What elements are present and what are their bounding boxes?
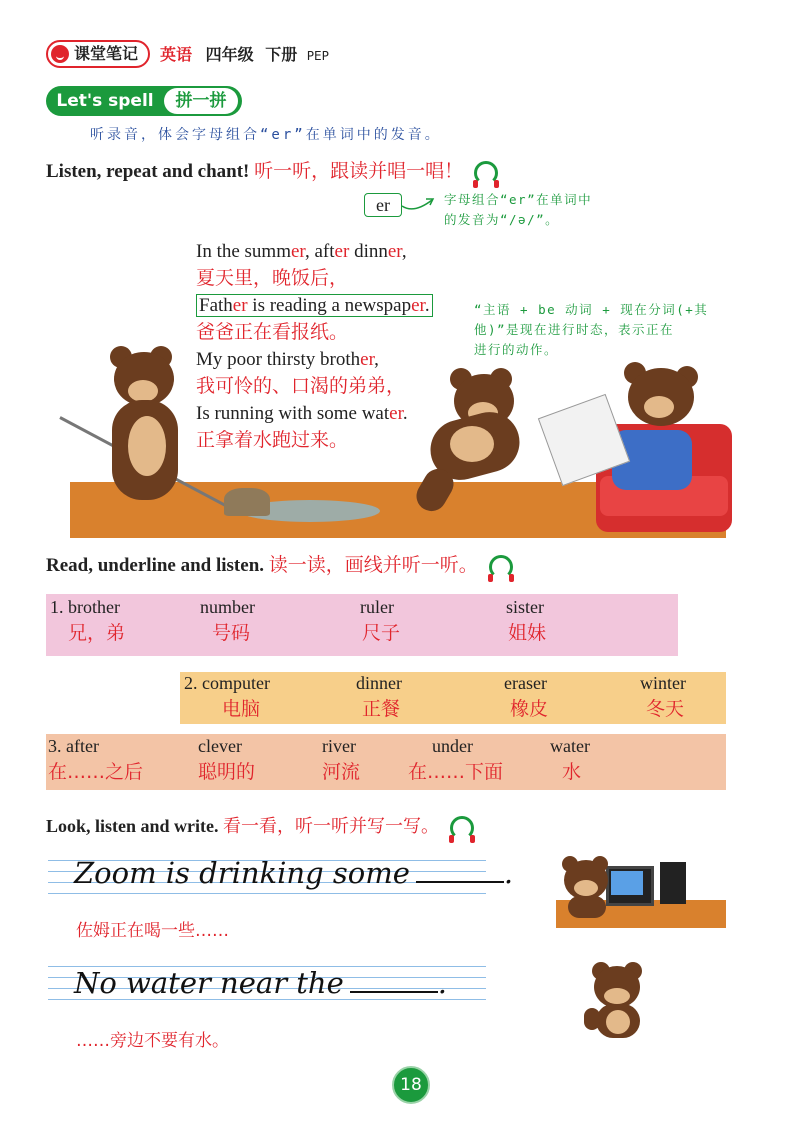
section-badge [46,86,242,116]
chant-line-zh-2: 爸爸正在看报纸。 [196,321,349,343]
word-en: ruler [360,597,394,617]
chant-line-en-1: In the summer, after dinner, [196,241,407,262]
word-zh: 尺子 [362,622,401,644]
word-zh: 在……之后 [48,761,144,783]
computer-tower-icon [660,862,686,904]
word-en: 3. after [48,736,99,756]
volume: 下册 [265,45,298,64]
word-row-1 [46,594,678,656]
section2-title [46,550,513,579]
write-sentence-1: Zoom is drinking some . [74,856,514,890]
grammar-note-line2: 他)”是现在进行时态，表示正在 [474,322,675,337]
audio-icon[interactable] [450,816,474,840]
smile-icon [51,45,69,63]
word-en: river [322,736,356,756]
grammar-note-line1: “主语 + be 动词 + 现在分词(+其 [474,302,709,317]
word-en: winter [640,673,686,693]
write-translation-2: ……旁边不要有水。 [76,1031,229,1051]
section1-title-en: Listen, repeat and chant! [46,161,250,182]
word-en: number [200,597,255,617]
er-note-line1: 字母组合“er”在单词中 [444,192,593,207]
section3-title [46,812,474,840]
chant [196,238,486,454]
word-en: eraser [504,673,547,693]
word-en: 2. computer [184,673,270,693]
chant-line-en-4: Is running with some water. [196,403,408,424]
word-en: clever [198,736,242,756]
er-box: er [364,193,402,217]
word-zh: 聪明的 [198,761,256,783]
word-zh: 号码 [212,622,251,644]
word-zh: 正餐 [362,698,401,720]
word-item [50,597,125,645]
audio-icon[interactable] [489,555,513,579]
word-zh: 水 [562,761,582,783]
section2-title-en: Read, underline and listen. [46,555,265,576]
write-translation-1: 佐姆正在喝一些…… [76,921,229,941]
word-item [408,736,503,784]
edition: PEP [306,49,329,63]
chant-line-zh-3: 我可怜的、口渴的弟弟， [196,375,406,397]
word-item [640,673,686,721]
word-zh: 兄，弟 [68,622,126,644]
word-zh: 在……下面 [408,761,504,783]
word-zh: 冬天 [646,698,685,720]
monitor-screen [611,871,643,895]
grade: 四年级 [205,45,254,64]
write-sentence-2: No water near the . [74,966,447,1000]
word-item [48,736,143,784]
subject: 英语 [160,45,193,64]
section1-title-zh: 听一听，跟读并唱一唱！ [254,160,464,182]
word-zh: 电脑 [222,698,261,720]
word-en: sister [506,597,544,617]
audio-icon[interactable] [474,161,498,185]
word-item [322,736,360,784]
word-item [200,597,255,645]
word-row-3 [46,734,726,790]
word-item [356,673,402,721]
chant-line-zh-4: 正拿着水跑过来。 [196,429,349,451]
book-info [160,42,329,65]
answer-blank[interactable] [350,991,438,993]
word-zh: 姐妹 [508,622,547,644]
er-note-line2: 的发音为“/ə/”。 [444,212,560,227]
word-item [550,736,590,784]
word-item [198,736,255,784]
chant-line-en-3: My poor thirsty brother, [196,349,379,370]
chant-line-zh-1: 夏天里，晚饭后， [196,267,349,289]
section3-title-en: Look, listen and write. [46,816,219,836]
chant-line-en-2: Father is reading a newspaper. [196,292,486,319]
mop-head [224,488,270,516]
section2-title-zh: 读一读，画线并听一听。 [268,554,478,576]
word-zh: 河流 [322,761,361,783]
grammar-note-line3: 进行的动作。 [474,342,559,357]
write-sentence-1-text: Zoom is drinking some [74,856,410,890]
word-en: water [550,736,590,756]
section1-title [46,156,498,185]
word-item [184,673,270,721]
word-item [504,673,548,721]
word-en: under [432,736,473,756]
word-row-2 [180,672,726,724]
section3-title-zh: 看一看，听一听并写一写。 [223,816,440,837]
answer-blank[interactable] [416,881,504,883]
brand-name: 课堂笔记 [74,44,139,63]
brand-badge [46,40,150,68]
section-badge-en: Let's spell [56,91,154,111]
er-note [444,190,592,230]
word-en: 1. brother [50,597,120,617]
write-sentence-2-text: No water near the [74,966,344,1000]
page-number: 18 [392,1066,430,1104]
section-badge-zh: 拼一拼 [164,88,238,114]
word-item [506,597,546,645]
word-en: dinner [356,673,402,693]
word-item [360,597,400,645]
word-zh: 橡皮 [510,698,549,720]
grammar-note [474,300,744,360]
arrow-icon [400,196,436,214]
handwritten-top-note: 听录音，体会字母组合“er”在单词中的发音。 [90,127,442,143]
